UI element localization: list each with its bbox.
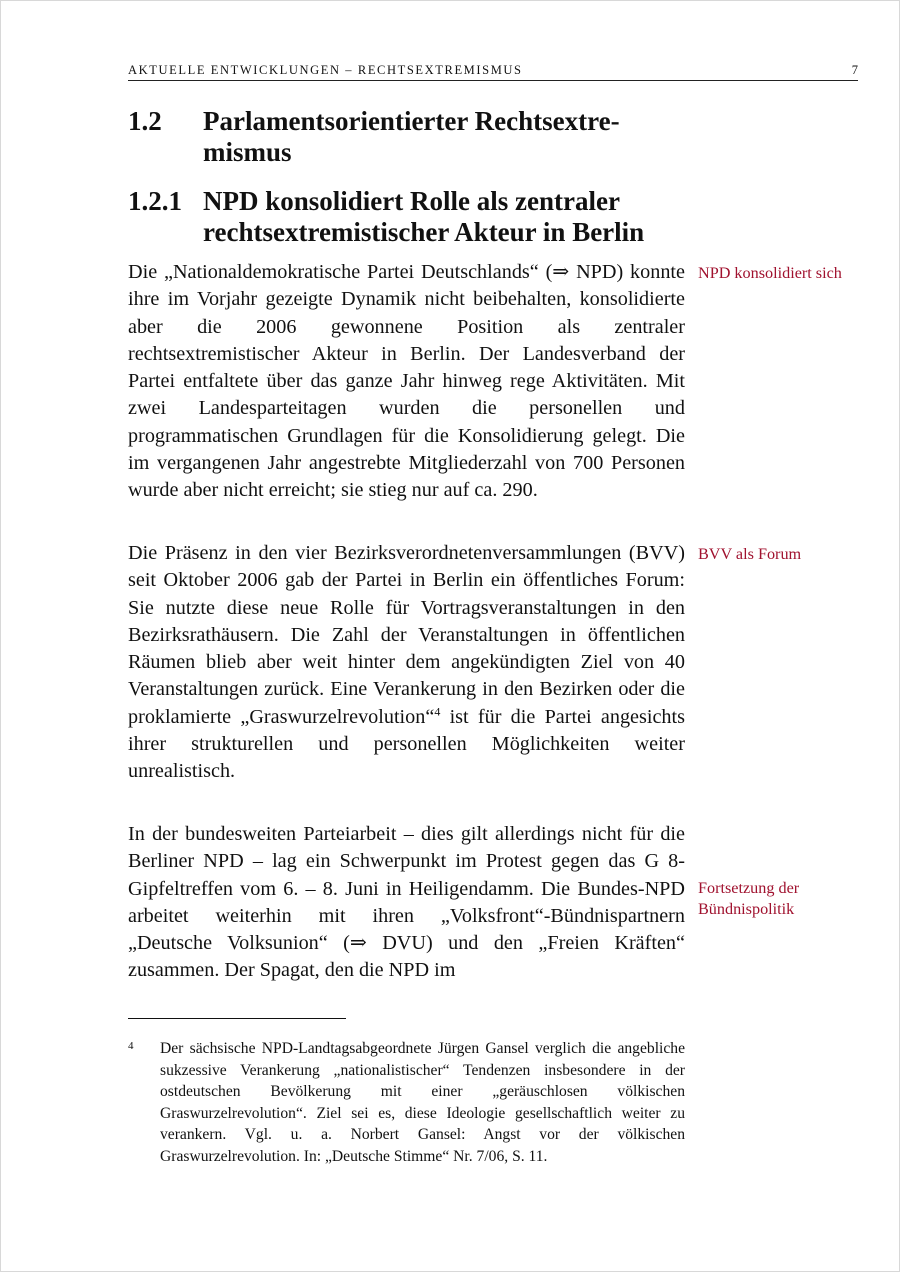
subsection-title: NPD konsolidiert Rolle als zentraler rechtsextremistischer Akteur in Berlin [203, 186, 645, 247]
section-number: 1.2 [128, 106, 162, 136]
footnote [128, 1038, 685, 1167]
footnote-text: Der sächsische NPD-Landtagsabgeordnete Jürgen Gansel verglich die angebliche sukzessive Verankerung „nationalistischer“ Tendenzen insbesondere in der ostdeutschen Bevölkerung mit einer „geräuschlosen völkischen Graswurzelrevolution“. Ziel sei es, diese Ideologie gesellschaftlich weiter zu verankern. Vgl. u. a. Norbert Gansel: Angst vor der völkischen Graswurzelrevolution. In: „Deutsche Stimme“ Nr. 7/06, S. 11. [160, 1040, 685, 1165]
section-title: Parlamentsorientierter Rechtsextre-mismus [203, 106, 620, 167]
paragraph-bvv-text-before: Die Präsenz in den vier Bezirksverordnetenversammlungen (BVV) seit Oktober 2006 gab der Partei in Berlin ein öffentliches Forum: Sie nutzte diese neue Rolle für Vortragsveranstaltungen in den Bezirksrathäusern. Die Zahl der Veranstaltungen in öffentlichen Räumen blieb aber weit hinter dem angekündigten Ziel von 40 Veranstaltungen zurück. Eine Verankerung in den Bezirken oder die proklamierte „Graswurzelrevolution“ [128, 542, 685, 728]
subsection-heading [128, 186, 673, 248]
paragraph-buendnispolitik: In der bundesweiten Parteiarbeit – dies gilt allerdings nicht für die Berliner NPD – lag ein Schwerpunkt im Protest gegen das G 8-Gipfeltreffen vom 6. – 8. Juni in Heiligendamm. Die Bundes-NPD arbeitet weiterhin mit ihren „Volksfront“-Bündnispartnern „Deutsche Volksunion“ (⇒ DVU) und den „Freien Kräften“ zusammen. Der Spagat, den die NPD im [128, 823, 685, 982]
margin-note-buendnis: Fortsetzung der Bündnispolitik [698, 879, 800, 918]
subsection-number: 1.2.1 [128, 186, 182, 216]
margin-note-npd: NPD konsolidiert sich [698, 264, 842, 282]
section-heading [128, 106, 673, 168]
page-number: 7 [851, 63, 858, 77]
margin-note-bvv: BVV als Forum [698, 545, 802, 563]
paragraph-npd-consolidation: Die „Nationaldemokratische Partei Deutschlands“ (⇒ NPD) konnte ihre im Vorjahr gezeigte Dynamik nicht beibehalten, konsolidierte aber die 2006 gewonnene Position als zentraler rechtsextremistischer Akteur in Berlin. Der Landesverband der Partei entfaltete über das ganze Jahr hinweg rege Aktivitäten. Mit zwei Landesparteitagen wurden die personellen und programmatischen Grundlagen für die Konsolidierung gelegt. Die im vergangenen Jahr angestrebte Mitgliederzahl von 700 Personen wurde aber nicht erreicht; sie stieg nur auf ca. 290. [128, 261, 685, 502]
footnote-separator [128, 1018, 346, 1019]
running-title: AKTUELLE ENTWICKLUNGEN – RECHTSEXTREMISMUS [128, 63, 523, 77]
footnote-number: 4 [128, 1040, 134, 1052]
footnote-reference[interactable]: 4 [434, 704, 441, 719]
paragraph-bvv-text-after: ist für die Partei angesichts ihrer strukturellen und personellen Möglichkeiten weiter unrealistisch. [128, 705, 685, 783]
paragraph-bvv-forum [128, 540, 685, 786]
running-header [128, 63, 858, 81]
